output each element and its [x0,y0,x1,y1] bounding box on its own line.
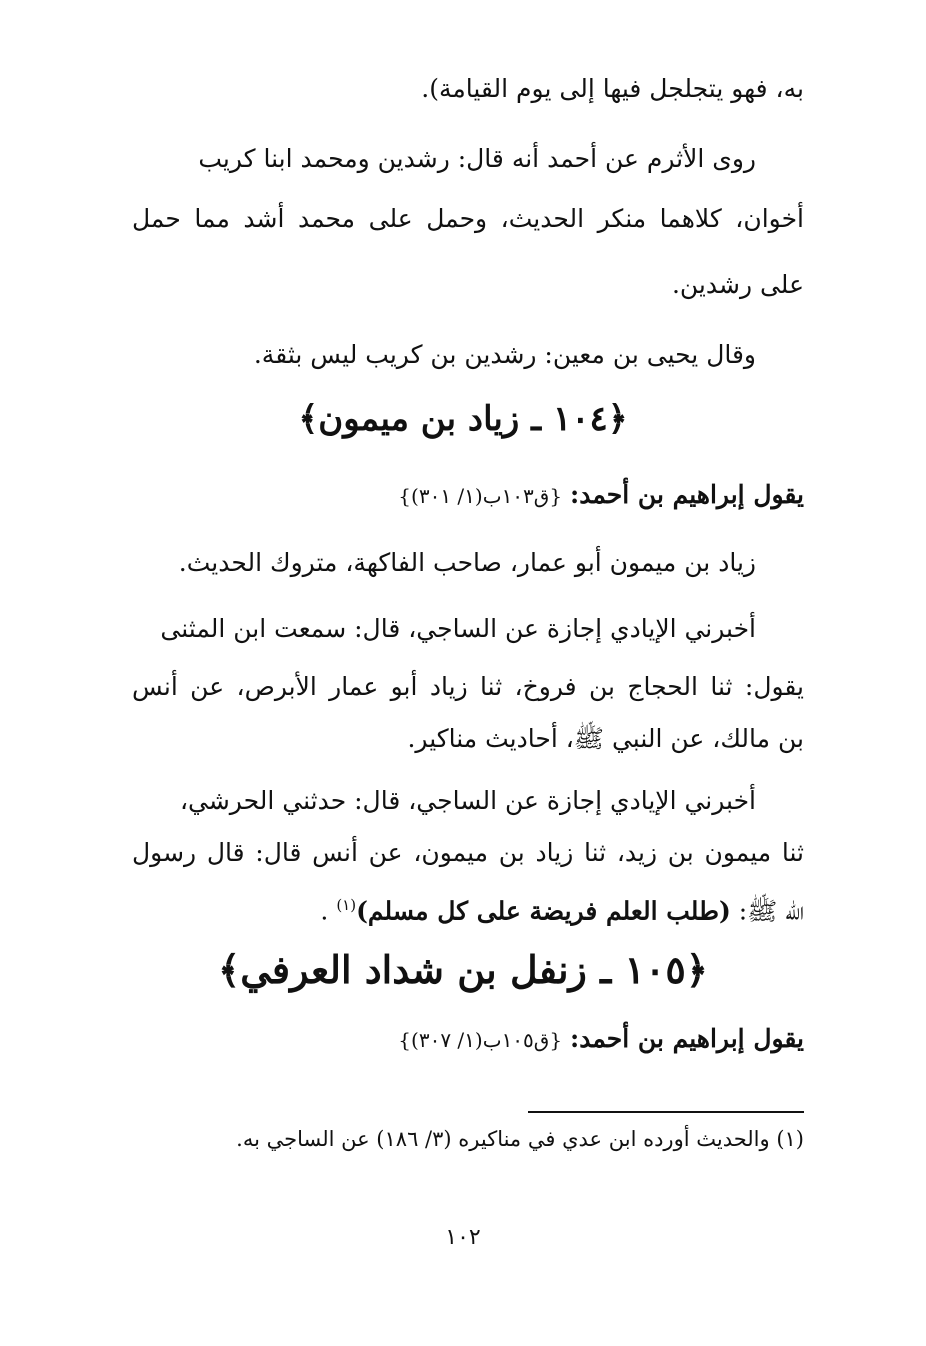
text-line: أخوان، كلاهما منكر الحديث، وحمل على محمد أشد مما حمل [132,204,804,233]
section-heading-104: ﴿١٠٤ ـ زياد بن ميمون﴾ [298,399,628,439]
citation-speaker: يقول إبراهيم بن أحمد: [570,480,804,509]
text-line: أخبرني الإيادي إجازة عن الساجي، قال: حدثني الحرشي، [179,786,756,815]
text-line: به، فهو يتجلجل فيها إلى يوم القيامة). [421,74,804,103]
text-line-with-hadith [132,888,804,928]
section-heading-105: ﴿١٠٥ ـ زنفل بن شداد العرفي﴾ [217,947,708,992]
text-line: أخبرني الإيادي إجازة عن الساجي، قال: سمعت ابن المثنى [160,614,756,643]
footnote-marker: (١) [336,896,357,914]
citation-105 [132,1022,804,1057]
text-fragment: . [320,896,329,926]
text-line: يقول: ثنا الحجاج بن فروخ، ثنا زياد أبو عمار الأبرص، عن أنس [132,672,804,701]
text-line: وقال يحيى بن معين: رشدين بن كريب ليس بثقة. [253,340,756,369]
hadith-quote: (طلب العلم فريضة على كل مسلم) [356,896,731,926]
page-number: ١٠٢ [445,1225,481,1250]
footnote-divider [528,1111,804,1113]
citation-104 [132,478,804,513]
footnote-text: (١) والحديث أورده ابن عدي في مناكيره (٣/ ١٨٦) عن الساجي به. [236,1127,804,1151]
text-line: زياد بن ميمون أبو عمار، صاحب الفاكهة، متروك الحديث. [178,548,756,577]
citation-speaker: يقول إبراهيم بن أحمد: [570,1024,804,1053]
text-line: ثنا ميمون بن زيد، ثنا زياد بن ميمون، عن أنس قال: قال رسول [132,838,804,867]
text-fragment: الله ﷺ: [738,896,804,926]
text-line: بن مالك، عن النبي ﷺ، أحاديث مناكير. [407,724,804,753]
text-line: روى الأثرم عن أحمد أنه قال: رشدين ومحمد ابنا كريب [198,144,756,173]
citation-reference: {ق١٠٣ب(١/ ٣٠١)} [398,484,563,508]
citation-reference: {ق١٠٥ب(١/ ٣٠٧)} [398,1028,563,1052]
text-line: على رشدين. [671,270,804,299]
